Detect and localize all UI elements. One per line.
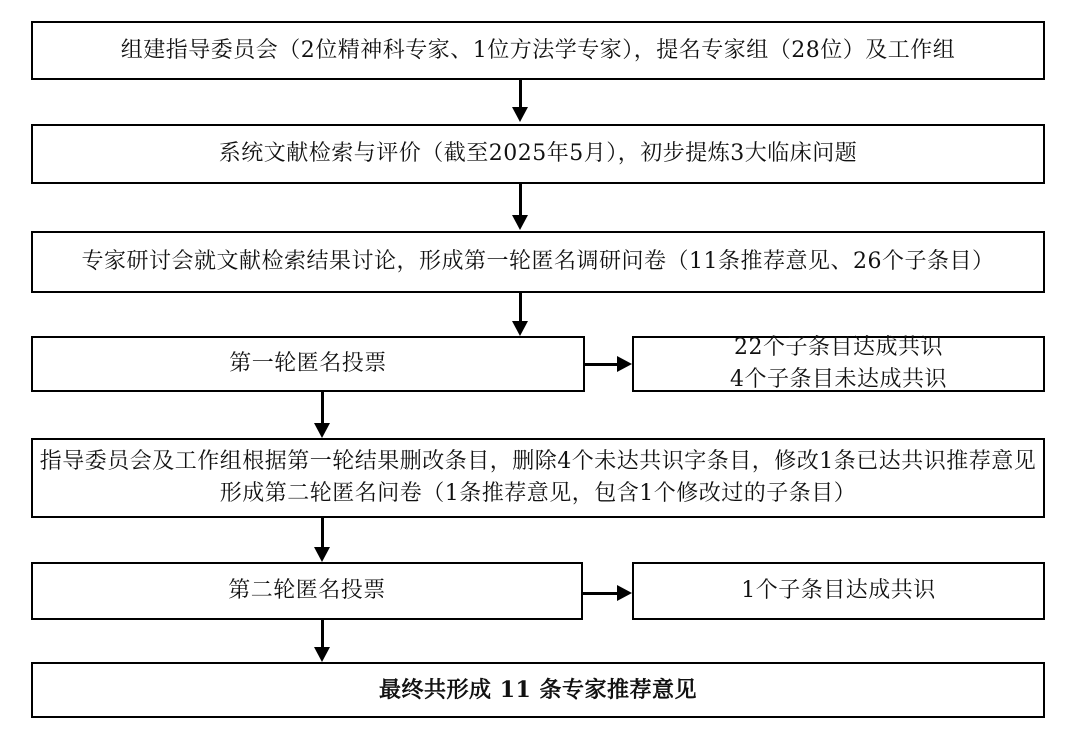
box-round1-result-line2: 4个子条目未达成共识 (730, 367, 947, 392)
arrow-down-revision-round2 (314, 518, 330, 562)
arrow-head-down-icon (512, 215, 528, 230)
arrow-head-down-icon (512, 107, 528, 122)
arrow-shaft (519, 184, 522, 215)
arrow-head-down-icon (314, 423, 330, 438)
arrow-down-round1-revision (314, 392, 330, 438)
arrow-shaft (519, 293, 522, 321)
arrow-shaft (321, 620, 324, 647)
box-step5-revision-line1: 指导委员会及工作组根据第一轮结果删改条目，删除4个未达共识字条目，修改1条已达共识推荐意见 (39, 449, 1037, 474)
box-round1-vote-text: 第一轮匿名投票 (229, 351, 387, 376)
box-step5-revision-line2: 形成第二轮匿名问卷（1条推荐意见，包含1个修改过的子条目） (219, 481, 857, 506)
arrow-shaft (321, 392, 324, 423)
arrow-right-round1-result (585, 356, 632, 372)
arrow-head-right-icon (617, 585, 632, 601)
box-step2-literature (31, 124, 1045, 184)
arrow-right-round2-result (583, 585, 632, 601)
box-round1-result (632, 336, 1045, 392)
box-round2-vote (31, 562, 583, 620)
arrow-down-round2-final (314, 620, 330, 662)
box-step3-text: 专家研讨会就文献检索结果讨论，形成第一轮匿名调研问卷（11条推荐意见、26个子条目） (81, 249, 995, 274)
arrow-head-down-icon (512, 321, 528, 336)
arrow-shaft (519, 80, 522, 107)
box-round2-vote-text: 第二轮匿名投票 (228, 578, 386, 603)
arrow-shaft (583, 592, 617, 595)
box-round1-vote (31, 336, 585, 392)
arrow-head-down-icon (314, 547, 330, 562)
box-step3-seminar (31, 231, 1045, 293)
arrow-head-right-icon (617, 356, 632, 372)
box-round2-result (632, 562, 1045, 620)
arrow-down-step3-round1 (512, 293, 528, 336)
box-step1-committee (31, 21, 1045, 80)
box-step2-text: 系统文献检索与评价（截至2025年5月），初步提炼3大临床问题 (218, 141, 858, 166)
arrow-shaft (321, 518, 324, 547)
box-round2-result-text: 1个子条目达成共识 (741, 578, 936, 603)
arrow-head-down-icon (314, 647, 330, 662)
arrow-down-step1-step2 (512, 80, 528, 122)
box-round1-result-line1: 22个子条目达成共识 (734, 335, 943, 360)
box-final-recommendations (31, 662, 1045, 718)
arrow-down-step2-step3 (512, 184, 528, 230)
arrow-shaft (585, 363, 617, 366)
box-step1-text: 组建指导委员会（2位精神科专家、1位方法学专家），提名专家组（28位）及工作组 (120, 37, 956, 63)
box-final-text: 最终共形成 11 条专家推荐意见 (379, 677, 697, 703)
box-step5-revision (31, 438, 1045, 518)
